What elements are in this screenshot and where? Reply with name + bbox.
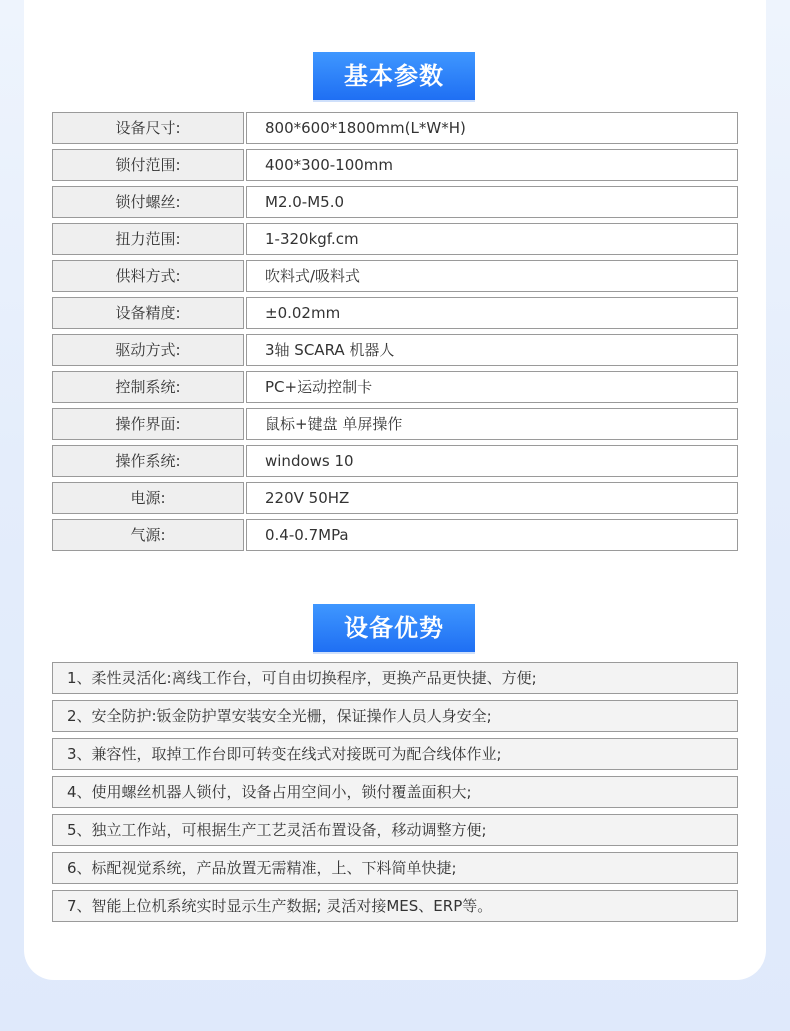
spec-value (246, 371, 738, 403)
spec-value (246, 186, 738, 218)
spec-label: 操作系统: (52, 445, 244, 477)
spec-value (246, 260, 738, 292)
advantage-item (52, 662, 738, 694)
spec-label: 控制系统: (52, 371, 244, 403)
advantage-text: 4、使用螺丝机器人锁付，设备占用空间小，锁付覆盖面积大; (67, 783, 472, 801)
advantage-item (52, 776, 738, 808)
spec-label: 操作界面: (52, 408, 244, 440)
spec-value-text: 鼠标+键盘 单屏操作 (265, 415, 403, 433)
spec-row (52, 334, 738, 366)
spec-row (52, 112, 738, 144)
spec-label: 扭力范围: (52, 223, 244, 255)
advantage-text: 7、智能上位机系统实时显示生产数据; 灵活对接MES、ERP等。 (67, 897, 493, 915)
spec-row (52, 519, 738, 551)
spec-value (246, 445, 738, 477)
spec-row (52, 186, 738, 218)
spec-value-text: PC+运动控制卡 (265, 378, 373, 396)
spec-label: 锁付范围: (52, 149, 244, 181)
advantage-item (52, 738, 738, 770)
advantage-item (52, 890, 738, 922)
spec-value-text: 220V 50HZ (265, 489, 350, 507)
spec-value-text: 0.4-0.7MPa (265, 526, 349, 544)
spec-value-text: M2.0-M5.0 (265, 193, 345, 211)
spec-label: 驱动方式: (52, 334, 244, 366)
advantage-item (52, 814, 738, 846)
spec-label: 锁付螺丝: (52, 186, 244, 218)
section-title-advantages: 设备优势 (313, 604, 475, 652)
advantage-text: 1、柔性灵活化:离线工作台，可自由切换程序，更换产品更快捷、方便; (67, 669, 537, 687)
spec-label: 供料方式: (52, 260, 244, 292)
spec-value (246, 149, 738, 181)
spec-value-text: 吹料式/吸料式 (265, 267, 361, 285)
spec-value (246, 297, 738, 329)
advantage-text: 6、标配视觉系统，产品放置无需精准，上、下料简单快捷; (67, 859, 457, 877)
spec-label: 设备尺寸: (52, 112, 244, 144)
spec-value-text: windows 10 (265, 452, 354, 470)
spec-value (246, 519, 738, 551)
advantage-item (52, 700, 738, 732)
advantage-text: 2、安全防护:钣金防护罩安装安全光栅，保证操作人员人身安全; (67, 707, 492, 725)
spec-label: 电源: (52, 482, 244, 514)
spec-row (52, 260, 738, 292)
spec-value-text: 400*300-100mm (265, 156, 394, 174)
spec-value-text: ±0.02mm (265, 304, 341, 322)
spec-value (246, 482, 738, 514)
spec-value-text: 3轴 SCARA 机器人 (265, 341, 395, 359)
section-title-basic-params: 基本参数 (313, 52, 475, 100)
spec-row (52, 297, 738, 329)
spec-row (52, 445, 738, 477)
spec-value (246, 112, 738, 144)
advantage-text: 3、兼容性，取掉工作台即可转变在线式对接既可为配合线体作业; (67, 745, 502, 763)
spec-label: 气源: (52, 519, 244, 551)
spec-row (52, 482, 738, 514)
spec-value-text: 800*600*1800mm(L*W*H) (265, 119, 466, 137)
advantage-text: 5、独立工作站，可根据生产工艺灵活布置设备，移动调整方便; (67, 821, 487, 839)
spec-row (52, 149, 738, 181)
spec-label: 设备精度: (52, 297, 244, 329)
spec-value (246, 334, 738, 366)
spec-value (246, 408, 738, 440)
advantage-item (52, 852, 738, 884)
spec-row (52, 408, 738, 440)
spec-row (52, 223, 738, 255)
spec-value-text: 1-320kgf.cm (265, 230, 359, 248)
spec-value (246, 223, 738, 255)
spec-row (52, 371, 738, 403)
